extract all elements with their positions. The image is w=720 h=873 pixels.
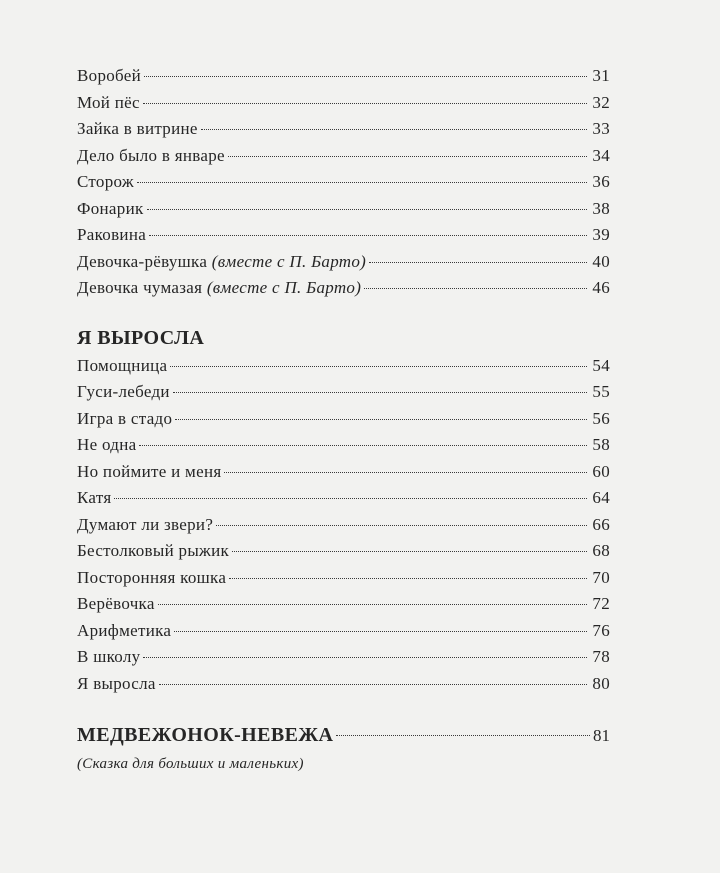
entry-page: 55 [592,382,610,401]
dot-leader [224,472,587,473]
dot-leader [159,684,587,685]
entry-page: 64 [592,488,610,507]
entry-page: 33 [592,119,610,138]
toc-entry [77,66,610,86]
entry-page: 78 [592,647,610,666]
entry-page: 34 [592,146,610,165]
entry-title: В школу [77,647,141,666]
dot-leader [369,262,587,263]
dot-leader [143,657,587,658]
entry-title: Гуси-лебеди [77,382,170,401]
toc-entry [77,621,610,641]
dot-leader [114,498,587,499]
dot-leader [143,103,587,104]
entry-title: Думают ли звери? [77,515,214,534]
toc-entry [77,568,610,588]
toc-entry [77,225,610,245]
entry-title: Я выросла [77,674,156,693]
toc-entry [77,382,610,402]
toc-entry [77,488,610,508]
entry-page: 38 [592,199,610,218]
toc-entry [77,594,610,614]
toc-entry [77,674,610,694]
entry-page: 70 [592,568,610,587]
entry-title: Фонарик [77,199,144,218]
entry-page: 36 [592,172,610,191]
toc-entry [77,647,610,667]
entry-page: 60 [592,462,610,481]
entry-page: 54 [592,356,610,375]
toc-entry-major [77,723,610,748]
entry-title: Сторож [77,172,134,191]
dot-leader [175,419,587,420]
entry-title: Помощница [77,356,168,375]
entry-title: Бестолковый рыжик [77,541,230,560]
dot-leader [228,156,587,157]
entry-title: Арифметика [77,621,172,640]
entry-page: 76 [592,621,610,640]
entry-page: 40 [592,252,610,271]
entry-title: Но поймите и меня [77,462,222,481]
entry-title: Раковина [77,225,147,244]
toc-entry [77,119,610,139]
toc-entry [77,199,610,219]
toc-entry [77,409,610,429]
entry-title: Игра в стадо [77,409,173,428]
toc-entry [77,252,610,272]
entry-page: 46 [592,278,610,297]
dot-leader [139,445,587,446]
toc-entry [77,172,610,192]
entry-title [77,278,361,298]
section-heading: МЕДВЕЖОНОК-НЕВЕЖА [77,724,334,746]
toc-entry [77,356,610,376]
toc-entry [77,146,610,166]
entry-page: 32 [592,93,610,112]
entry-page: 31 [592,66,610,85]
dot-leader [170,366,587,367]
entry-page: 68 [592,541,610,560]
toc-entry [77,435,610,455]
toc-entry [77,515,610,535]
entry-title-text: Девочка-рёвушка [77,252,208,271]
entry-title: Дело было в январе [77,146,225,165]
entry-title: Не одна [77,435,137,454]
entry-title: Катя [77,488,112,507]
dot-leader [137,182,587,183]
dot-leader [229,578,587,579]
dot-leader [174,631,587,632]
entry-title: Воробей [77,66,142,85]
dot-leader [149,235,587,236]
dot-leader [336,735,590,736]
dot-leader [364,288,587,289]
dot-leader [216,525,587,526]
entry-title: Зайка в витрине [77,119,198,138]
entry-title: Верёвочка [77,594,155,613]
entry-page: 39 [592,225,610,244]
entry-page: 58 [592,435,610,454]
entry-title: Посторонняя кошка [77,568,227,587]
entry-page: 80 [592,674,610,693]
dot-leader [232,551,587,552]
entry-note: (вместе с П. Барто) [211,252,367,271]
entry-note: (вместе с П. Барто) [206,278,362,297]
entry-title-text: Девочка чумазая [77,278,203,297]
toc-entry [77,93,610,113]
entry-page: 72 [592,594,610,613]
toc-entry [77,462,610,482]
dot-leader [173,392,587,393]
dot-leader [147,209,587,210]
toc-entry [77,278,610,298]
entry-page: 56 [592,409,610,428]
section-heading: Я ВЫРОСЛА [77,327,205,349]
entry-page: 66 [592,515,610,534]
section-subtitle: (Сказка для больших и маленьких) [77,756,304,772]
entry-title [77,252,366,272]
dot-leader [144,76,587,77]
toc-entry [77,541,610,561]
entry-page: 81 [593,726,610,745]
entry-title: Мой пёс [77,93,140,112]
dot-leader [201,129,587,130]
dot-leader [158,604,587,605]
